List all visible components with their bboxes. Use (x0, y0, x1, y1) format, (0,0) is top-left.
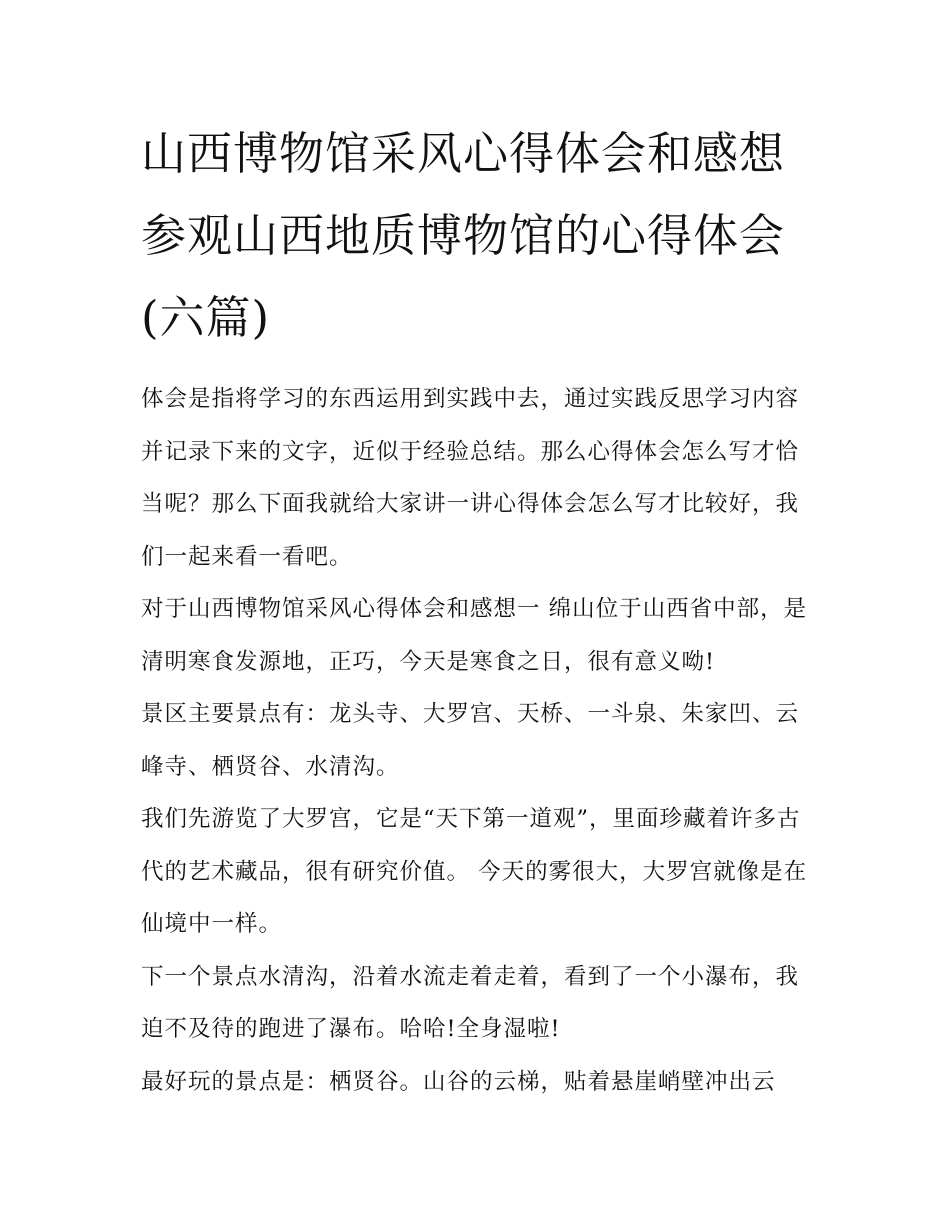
document-body (141, 373, 813, 1108)
paragraph-shuiqinggou: 下一个景点水清沟，沿着水流走着走着，看到了一个小瀑布，我迫不及待的跑进了瀑布。哈哈!全身湿啦! (141, 963, 800, 1042)
document-title: 山西博物馆采风心得体会和感想 参观山西地质博物馆的心得体会(六篇) (141, 127, 786, 344)
paragraph-daluogong: 我们先游览了大罗宫，它是“天下第一道观”，里面珍藏着许多古代的艺术藏品，很有研究价值。 今天的雾很大，大罗宫就像是在仙境中一样。 (141, 806, 808, 937)
paragraph-qixiangu: 最好玩的景点是：栖贤谷。山谷的云梯，贴着悬崖峭壁冲出云 (141, 1068, 776, 1095)
document-page (141, 113, 813, 1108)
paragraph-intro: 体会是指将学习的东西运用到实践中去，通过实践反思学习内容并记录下来的文字，近似于经验总结。那么心得体会怎么写才恰当呢？那么下面我就给大家讲一讲心得体会怎么写才比较好，我们一起来看一看吧。 (141, 386, 800, 570)
paragraph-mianshan: 对于山西博物馆采风心得体会和感想一 绵山位于山西省中部，是清明寒食发源地，正巧，今天是寒食之日，很有意义呦! (141, 596, 808, 675)
paragraph-attractions: 景区主要景点有：龙头寺、大罗宫、天桥、一斗泉、朱家凹、云峰寺、栖贤谷、水清沟。 (141, 701, 800, 780)
